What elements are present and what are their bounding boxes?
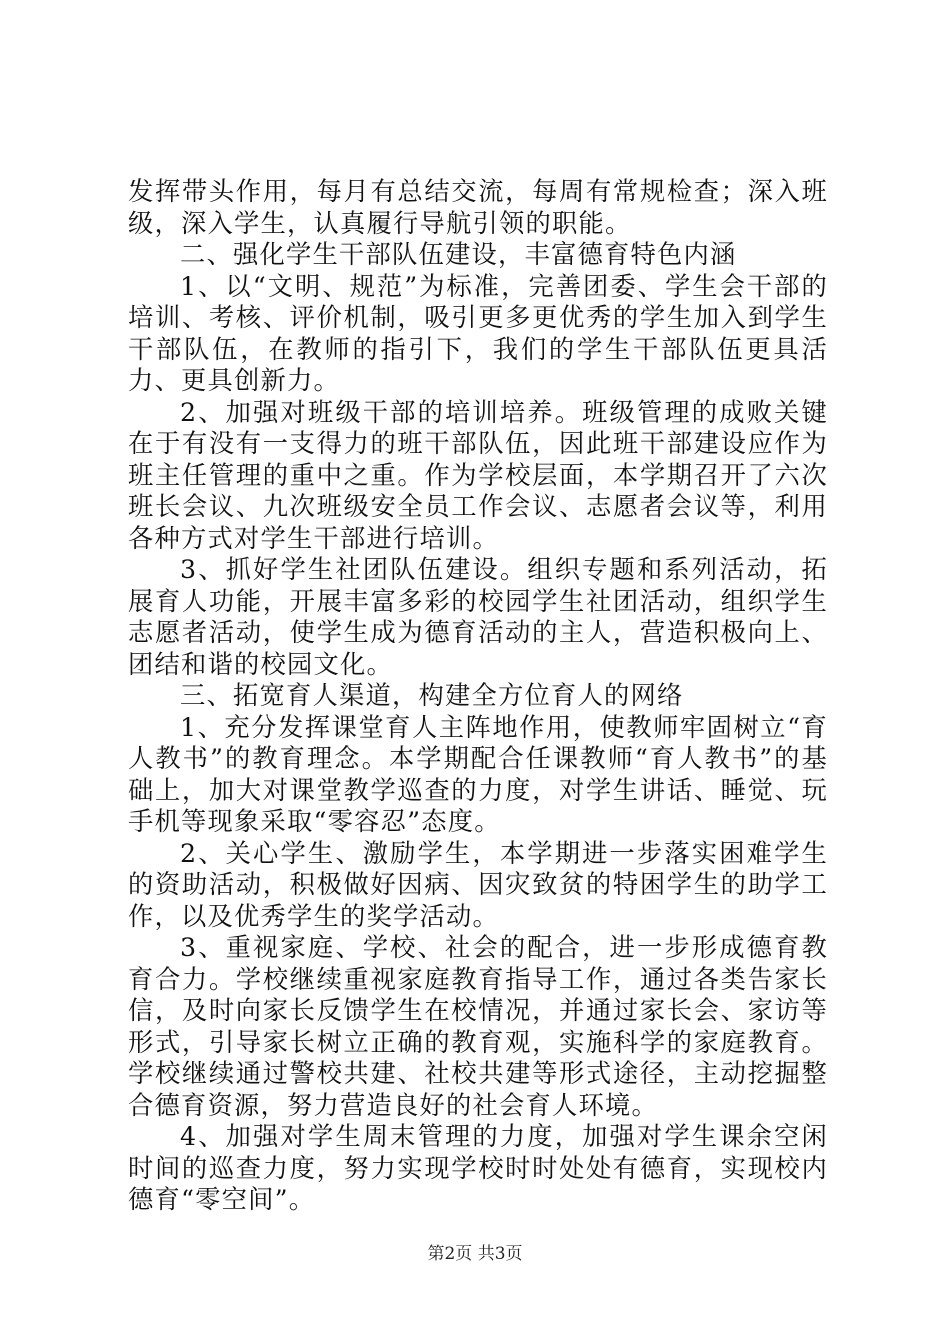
section-heading-3: 三、拓宽育人渠道，构建全方位育人的网络	[180, 681, 684, 710]
paragraph-3-2: 2、关心学生、激励学生，本学期进一步落实困难学生的资助活动，积极做好因病、因灾致贫的特困学生的助学工作，以及优秀学生的奖学活动。	[128, 838, 828, 931]
paragraph-3-1: 1、充分发挥课堂育人主阵地作用，使教师牢固树立“育人教书”的教育理念。本学期配合任课教师“育人教书”的基础上，加大对课堂教学巡查的力度，对学生讲话、睡觉、玩手机等现象采取“零容忍”态度。	[128, 712, 828, 836]
paragraph-continuation: 发挥带头作用，每月有总结交流，每周有常规检查；深入班级，深入学生，认真履行导航引领的职能。	[128, 177, 828, 238]
paragraph-2-3: 3、抓好学生社团队伍建设。组织专题和系列活动，拓展育人功能，开展丰富多彩的校园学生社团活动，组织学生志愿者活动，使学生成为德育活动的主人，营造积极向上、团结和谐的校园文化。	[128, 555, 828, 679]
paragraph-3-4: 4、加强对学生周末管理的力度，加强对学生课余空闲时间的巡查力度，努力实现学校时时处处有德育，实现校内德育“零空间”。	[128, 1122, 828, 1214]
section-heading-2: 二、强化学生干部队伍建设，丰富德育特色内涵	[180, 240, 737, 269]
paragraph-2-1: 1、以“文明、规范”为标准，完善团委、学生会干部的培训、考核、评价机制，吸引更多更优秀的学生加入到学生干部队伍，在教师的指引下，我们的学生干部队伍更具活力、更具创新力。	[128, 271, 828, 395]
page-number-footer: 第2页 共3页	[427, 1244, 523, 1264]
document-body	[128, 176, 828, 1216]
paragraph-3-3: 3、重视家庭、学校、社会的配合，进一步形成德育教育合力。学校继续重视家庭教育指导工作，通过各类告家长信，及时向家长反馈学生在校情况，并通过家长会、家访等形式，引导家长树立正确的教育观，实施科学的家庭教育。学校继续通过警校共建、社校共建等形式途径，主动挖掘整合德育资源，努力营造良好的社会育人环境。	[128, 933, 828, 1120]
paragraph-2-2: 2、加强对班级干部的培训培养。班级管理的成败关键在于有没有一支得力的班干部队伍，因此班干部建设应作为班主任管理的重中之重。作为学校层面，本学期召开了六次班长会议、九次班级安全员工作会议、志愿者会议等，利用各种方式对学生干部进行培训。	[128, 397, 828, 553]
